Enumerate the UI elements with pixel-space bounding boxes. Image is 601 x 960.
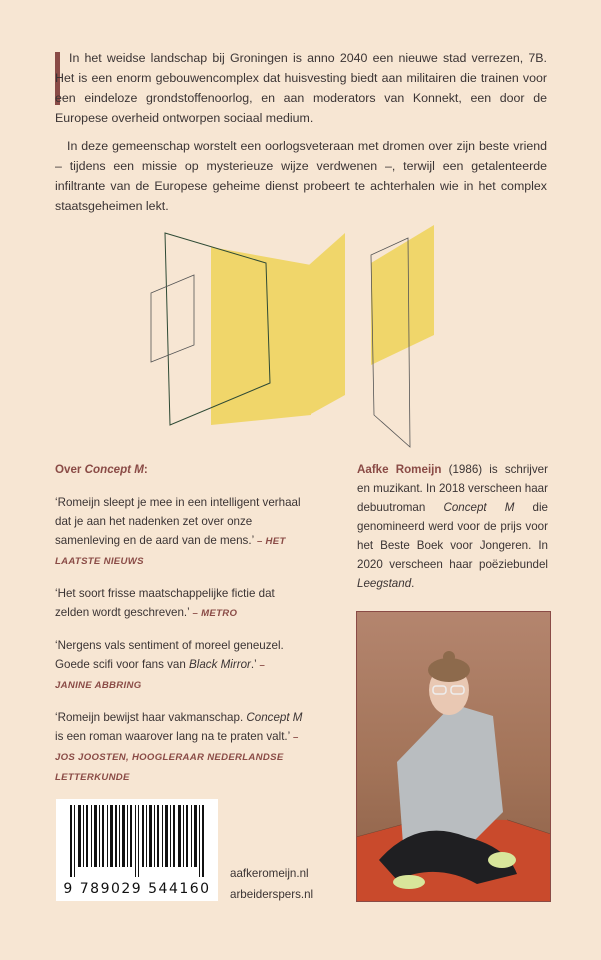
- yellow-panel-1: [211, 247, 311, 425]
- isbn-number: 9 789029 544160: [63, 881, 211, 897]
- author-bio: Aafke Romeijn (1986) is schrijver en muzikant. In 2018 verscheen haar debuutroman Concept M die genomineerd werd voor de prijs voor het Beste Boek voor Jongeren. In 2020 verscheen haar poëziebundel Leegstand.: [357, 463, 549, 590]
- isbn-barcode: [56, 799, 218, 901]
- author-portrait-illustration: [357, 612, 550, 901]
- quote-text: ‘Het soort frisse maatschappelijke fictie dat zelden wordt geschreven.’: [55, 587, 275, 619]
- synopsis: [55, 48, 547, 216]
- quote-source: – JANINE ABBRING: [55, 660, 266, 691]
- quote-italic: Concept M: [246, 711, 303, 724]
- barcode-bars: [56, 799, 218, 879]
- reviews-section: [55, 460, 305, 800]
- quote-text: ‘Romeijn bewijst haar vakmanschap.: [55, 711, 247, 724]
- quote-source: – HET LAATSTE NIEUWS: [55, 536, 286, 567]
- author-website[interactable]: aafkeromeijn.nl: [230, 867, 309, 880]
- review-quote-3: ‘Nergens vals sentiment of moreel geneuzel. Goede scifi voor fans van Black Mirror.’ – JANINE ABBRING: [55, 639, 284, 691]
- synopsis-paragraph-1: In het weidse landschap bij Groningen is anno 2040 een nieuwe stad verrezen, 7B. Het is een enorm gebouwencomplex dat huisvesting biedt aan militairen die trainen voor een eindeloze grondstoffenoorlog, en aan moderators van Konnekt, een door de Europese overheid ontworpen sociaal medium.: [55, 51, 547, 125]
- bio-title: Concept M: [443, 501, 515, 514]
- bio-title: Leegstand: [357, 577, 412, 590]
- outline-frame-2: [151, 275, 194, 362]
- yellow-panel-3: [371, 225, 434, 365]
- author-photo: [356, 611, 551, 902]
- publisher-website[interactable]: arbeiderspers.nl: [230, 888, 314, 901]
- quote-text: ‘Nergens vals sentiment of moreel geneuzel. Goede scifi voor fans van: [55, 639, 284, 671]
- quote-italic: Black Mirror: [189, 658, 251, 671]
- abstract-illustration: [146, 225, 446, 455]
- review-quote-1: [55, 493, 305, 571]
- author-name: Aafke Romeijn: [357, 463, 442, 476]
- review-quote-2: [55, 584, 305, 623]
- reviews-heading: Over Concept M:: [55, 463, 148, 476]
- review-quote-4: ‘Romeijn bewijst haar vakmanschap. Concept M is een roman waarover lang na te praten valt.’ – JOS JOOSTEN, HOOGLERAAR NEDERLANDSE LETTERKUNDE: [55, 711, 303, 783]
- synopsis-paragraph-2: In deze gemeenschap worstelt een oorlogsveteraan met dromen over zijn beste vriend – tijdens een missie op mysterieuze wijze verdwenen –, terwijl een getalenteerde infiltrante van de Europese geheime dienst probeert te achterhalen wie in het complex staatsgeheimen lekt.: [55, 139, 547, 213]
- yellow-panel-2: [309, 233, 345, 415]
- websites: [230, 863, 313, 905]
- quote-text: ‘Romeijn sleept je mee in een intelligent verhaal dat je aan het nadenken zet over onze samenleving en de aard van de mens.’: [55, 496, 301, 547]
- quote-source: – JOS JOOSTEN, HOOGLERAAR NEDERLANDSE LETTERKUNDE: [55, 732, 299, 783]
- quote-source: – METRO: [192, 608, 238, 619]
